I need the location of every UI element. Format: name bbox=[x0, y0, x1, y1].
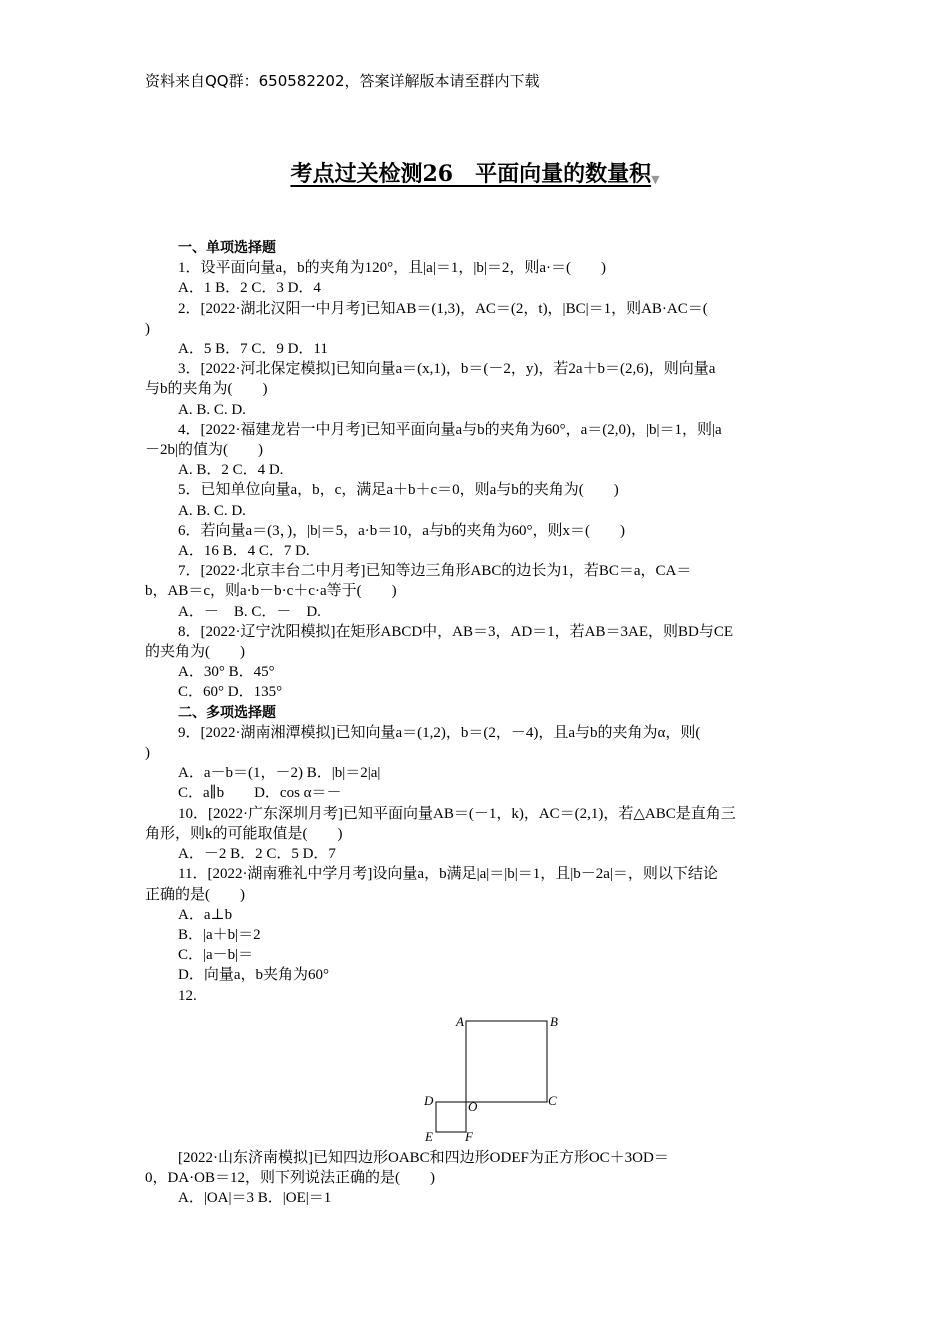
question-line: 5．已知单位向量a，b，c，满足a＋b＋c＝0，则a与b的夹角为( ) bbox=[178, 482, 619, 499]
question-line: 正确的是( ) bbox=[145, 886, 245, 903]
question-line: 3．[2022·河北保定模拟]已知向量a＝(x,1)，b＝(－2，y)，若2a＋b＝(2,6)，则向量a bbox=[178, 361, 716, 378]
question-line: A．|OA|＝3 B．|OE|＝1 bbox=[178, 1190, 332, 1207]
question-line: A. B. C. D. bbox=[178, 502, 246, 519]
label-D: D bbox=[424, 1093, 434, 1108]
question-line: A．1 B．2 C．3 D．4 bbox=[178, 280, 321, 297]
question-line: [2022·山东济南模拟]已知四边形OABC和四边形ODEF为正方形OC＋3OD＝ bbox=[178, 1150, 669, 1166]
title-text: 考点过关检测26 平面向量的数量积 bbox=[290, 161, 652, 187]
label-O: O bbox=[468, 1099, 478, 1114]
question-line: 9．[2022·湖南湘潭模拟]已知向量a＝(1,2)，b＝(2，－4)，且a与b的夹角为α，则( bbox=[178, 724, 701, 741]
question-line: 角形，则k的可能取值是( ) bbox=[145, 825, 343, 842]
question-line: A. B．2 C．4 D. bbox=[178, 462, 284, 479]
question-line: A．30° B．45° bbox=[178, 664, 275, 681]
question-line: A．16 B．4 C．7 D. bbox=[178, 543, 310, 560]
question-line: A．－ B. C．－ D. bbox=[178, 603, 321, 620]
question-line: A．－2 B．2 C．5 D．7 bbox=[178, 846, 336, 863]
question-line: 2．[2022·湖北汉阳一中月考]已知AB＝(1,3)，AC＝(2，t)，|BC|＝1，则AB·AC＝( bbox=[178, 300, 708, 317]
label-F: F bbox=[465, 1129, 473, 1144]
question-12-text bbox=[145, 1148, 807, 1209]
question-line: B．|a＋b|＝2 bbox=[178, 926, 261, 943]
question-line: D．向量a，b夹角为60° bbox=[178, 967, 329, 984]
question-line: 6．若向量a＝(3，)，|b|＝5，a·b＝10，a与b的夹角为60°，则x＝( ) bbox=[178, 522, 625, 539]
label-A: A bbox=[456, 1014, 464, 1029]
dropdown-triangle-icon: ▼ bbox=[651, 173, 660, 186]
question-line: C．a∥b D．cos α＝－ bbox=[178, 785, 342, 802]
label-E: E bbox=[425, 1129, 433, 1144]
question-line: 的夹角为( ) bbox=[145, 644, 245, 661]
label-C: C bbox=[548, 1093, 557, 1108]
square-figure bbox=[420, 1010, 570, 1145]
label-B: B bbox=[550, 1014, 558, 1029]
question-line: 7．[2022·北京丰台二中月考]已知等边三角形ABC的边长为1，若BC＝a，CA＝ bbox=[178, 563, 692, 580]
question-line: ) bbox=[145, 745, 150, 762]
question-line: 1．设平面向量a，b的夹角为120°，且|a|＝1，|b|＝2，则a·＝( ) bbox=[178, 260, 606, 277]
question-line: 4．[2022·福建龙岩一中月考]已知平面向量a与b的夹角为60°，a＝(2,0)，|b|＝1，则|a bbox=[178, 421, 722, 438]
question-line: 8．[2022·辽宁沈阳模拟]在矩形ABCD中，AB＝3，AD＝1，若AB＝3AE，则BD与CE bbox=[178, 623, 734, 640]
question-line: C．|a－b|＝ bbox=[178, 947, 254, 964]
question-line: A．5 B．7 C．9 D．11 bbox=[178, 341, 328, 358]
question-line: b，AB＝c，则a·b－b·c＋c·a等于( ) bbox=[145, 583, 397, 600]
question-line: 11．[2022·湖南雅礼中学月考]设向量a，b满足|a|＝|b|＝1，且|b－2a|＝，则以下结论 bbox=[178, 866, 718, 883]
question-list bbox=[145, 238, 807, 1006]
source-note: 资料来自QQ群：650582202，答案详解版本请至群内下载 bbox=[145, 72, 540, 90]
question-line: 10．[2022·广东深圳月考]已知平面向量AB＝(－1，k)，AC＝(2,1)，若△ABC是直角三 bbox=[178, 805, 736, 822]
question-line: 12. bbox=[178, 987, 197, 1004]
section-heading: 一、单项选择题 bbox=[178, 240, 276, 256]
question-line: C．60° D．135° bbox=[178, 684, 283, 701]
question-line: 与b的夹角为( ) bbox=[145, 381, 268, 398]
question-line: A. B. C. D. bbox=[178, 401, 246, 418]
question-line: A．a⊥b bbox=[178, 906, 233, 923]
section-heading: 二、多项选择题 bbox=[178, 704, 276, 721]
page-title bbox=[0, 157, 950, 188]
question-line: A．a－b＝(1，－2) B．|b|＝2|a| bbox=[178, 765, 381, 782]
question-line: ) bbox=[145, 320, 150, 337]
question-line: －2b|的值为( ) bbox=[145, 442, 263, 459]
question-line: 0，DA·OB＝12，则下列说法正确的是( ) bbox=[145, 1170, 435, 1187]
